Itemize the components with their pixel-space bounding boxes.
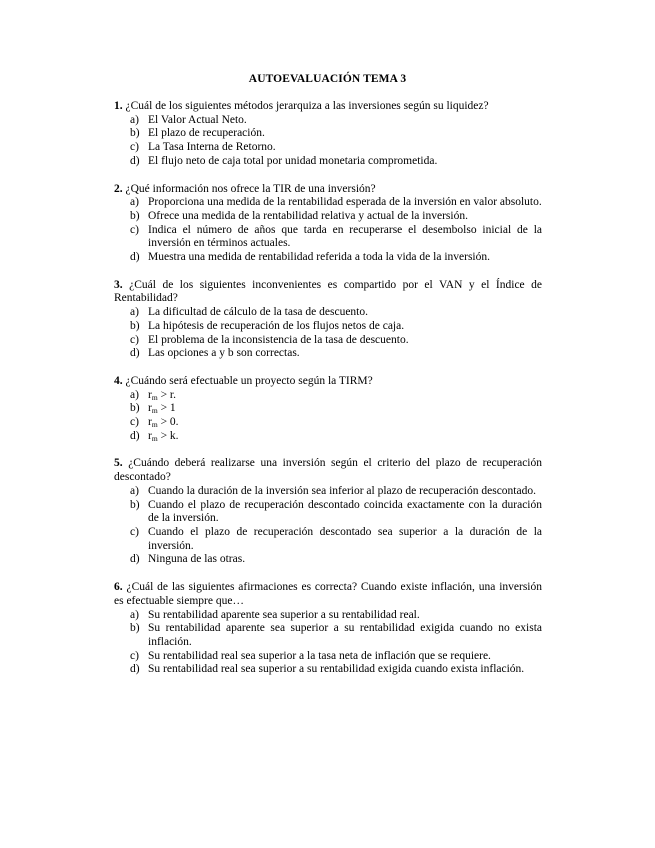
formula-rest: > r. [157, 388, 176, 401]
question-stem [114, 100, 542, 114]
question-number: 5. [114, 457, 123, 470]
option-letter: d) [130, 429, 140, 442]
question-3 [114, 279, 542, 361]
question-text: ¿Cuál de las siguientes afirmaciones es correcta? Cuando existe inflación, una inversión es efectuable siempre que… [114, 581, 542, 607]
option-letter: b) [130, 127, 140, 140]
formula-subscript: m [151, 420, 158, 430]
option-text: Indica el número de años que tarda en recuperarse el desembolso inicial de la inversión en términos actuales. [148, 223, 542, 250]
option-b [114, 622, 542, 649]
option-letter: c) [130, 223, 139, 236]
option-text: Su rentabilidad aparente sea superior a su rentabilidad exigida cuando no exista inflación. [148, 622, 542, 648]
question-number: 1. [114, 100, 123, 112]
option-a [114, 609, 542, 623]
question-1 [114, 100, 542, 169]
option-list [114, 114, 542, 169]
formula-rest: > k. [157, 429, 179, 442]
option-letter: a) [130, 113, 139, 126]
question-number: 2. [114, 182, 123, 195]
option-letter: c) [130, 525, 139, 538]
option-letter: a) [130, 196, 139, 209]
formula-rest: > 0. [157, 416, 179, 429]
option-letter: a) [130, 484, 139, 497]
question-2 [114, 183, 542, 265]
question-stem [114, 457, 542, 484]
formula-base: r [148, 402, 152, 415]
option-a [114, 196, 542, 210]
option-letter: d) [130, 663, 140, 676]
formula-subscript: m [151, 433, 158, 443]
option-c [114, 334, 542, 348]
question-text: ¿Cuándo deberá realizarse una inversión según el criterio del plazo de recuperación descontado? [114, 457, 542, 484]
option-text: Las opciones a y b son correctas. [148, 347, 300, 360]
question-stem [114, 279, 542, 306]
option-d [114, 430, 542, 444]
option-a [114, 114, 542, 128]
option-c [114, 526, 542, 553]
option-c [114, 650, 542, 664]
question-stem [114, 375, 542, 389]
option-text: El flujo neto de caja total por unidad monetaria comprometida. [148, 154, 438, 167]
question-stem [114, 581, 542, 608]
option-text: Proporciona una medida de la rentabilidad esperada de la inversión en valor absoluto. [148, 196, 542, 209]
option-c [114, 141, 542, 155]
option-letter: b) [130, 319, 140, 332]
question-text: ¿Cuál de los siguientes inconvenientes es compartido por el VAN y el Índice de Rentabilidad? [114, 278, 543, 305]
option-list [114, 306, 542, 361]
option-letter: a) [130, 388, 139, 401]
question-text: ¿Cuándo será efectuable un proyecto según la TIRM? [125, 374, 373, 387]
option-list [114, 196, 542, 265]
option-letter: b) [130, 402, 140, 415]
option-text: Cuando el plazo de recuperación descontado coincida exactamente con la duración de la inversión. [148, 498, 542, 525]
option-letter: c) [130, 141, 139, 154]
option-b [114, 210, 542, 224]
option-letter: b) [130, 622, 140, 635]
option-b [114, 499, 542, 526]
formula-base: r [148, 388, 152, 401]
option-text: El problema de la inconsistencia de la tasa de descuento. [148, 333, 409, 346]
option-letter: d) [130, 154, 140, 167]
option-text: La hipótesis de recuperación de los flujos netos de caja. [148, 319, 405, 332]
option-d [114, 553, 542, 567]
option-c [114, 416, 542, 430]
option-text: Muestra una medida de rentabilidad referida a toda la vida de la inversión. [148, 251, 490, 264]
option-c [114, 224, 542, 251]
question-4 [114, 375, 542, 444]
option-letter: c) [130, 333, 139, 346]
option-letter: a) [130, 306, 139, 319]
option-list [114, 485, 542, 567]
option-text: El Valor Actual Neto. [148, 113, 247, 126]
question-text: ¿Cuál de los siguientes métodos jerarquiza a las inversiones según su liquidez? [125, 100, 489, 112]
formula-subscript: m [151, 406, 158, 416]
option-letter: b) [130, 498, 140, 511]
question-6 [114, 581, 542, 677]
formula-base: r [148, 416, 152, 429]
option-letter: c) [130, 649, 139, 662]
option-text: Su rentabilidad real sea superior a la tasa neta de inflación que se requiere. [148, 649, 491, 662]
option-text: Su rentabilidad real sea superior a su rentabilidad exigida cuando exista inflación. [148, 663, 525, 676]
formula-rest: > 1 [157, 402, 176, 415]
option-text: La dificultad de cálculo de la tasa de descuento. [148, 306, 368, 319]
option-text: Cuando el plazo de recuperación descontado sea superior a la duración de la inversión. [148, 525, 542, 552]
formula-subscript: m [151, 392, 158, 402]
option-list [114, 389, 542, 444]
option-a [114, 485, 542, 499]
option-text: La Tasa Interna de Retorno. [148, 141, 276, 154]
option-text: Cuando la duración de la inversión sea inferior al plazo de recuperación descontado. [148, 484, 536, 497]
option-text: El plazo de recuperación. [148, 127, 265, 140]
page-title: AUTOEVALUACIÓN TEMA 3 [248, 73, 407, 85]
option-letter: c) [130, 416, 139, 429]
option-text: Ninguna de las otras. [148, 553, 246, 566]
option-d [114, 155, 542, 169]
question-number: 3. [114, 278, 123, 291]
option-text: Ofrece una medida de la rentabilidad relativa y actual de la inversión. [148, 209, 468, 222]
question-5 [114, 457, 542, 567]
option-list [114, 609, 542, 678]
option-b [114, 127, 542, 141]
option-text: Su rentabilidad aparente sea superior a su rentabilidad real. [148, 608, 420, 621]
formula-base: r [148, 429, 152, 442]
option-letter: d) [130, 347, 140, 360]
option-b [114, 402, 542, 416]
option-letter: d) [130, 553, 140, 566]
option-d [114, 347, 542, 361]
question-number: 4. [114, 374, 123, 387]
option-d [114, 663, 542, 677]
question-list [114, 100, 542, 691]
question-number: 6. [114, 581, 123, 594]
option-letter: a) [130, 608, 139, 621]
option-d [114, 251, 542, 265]
option-b [114, 320, 542, 334]
option-letter: d) [130, 251, 140, 264]
option-a [114, 306, 542, 320]
question-stem [114, 183, 542, 197]
option-letter: b) [130, 209, 140, 222]
option-a [114, 389, 542, 403]
question-text: ¿Qué información nos ofrece la TIR de una inversión? [125, 182, 376, 195]
